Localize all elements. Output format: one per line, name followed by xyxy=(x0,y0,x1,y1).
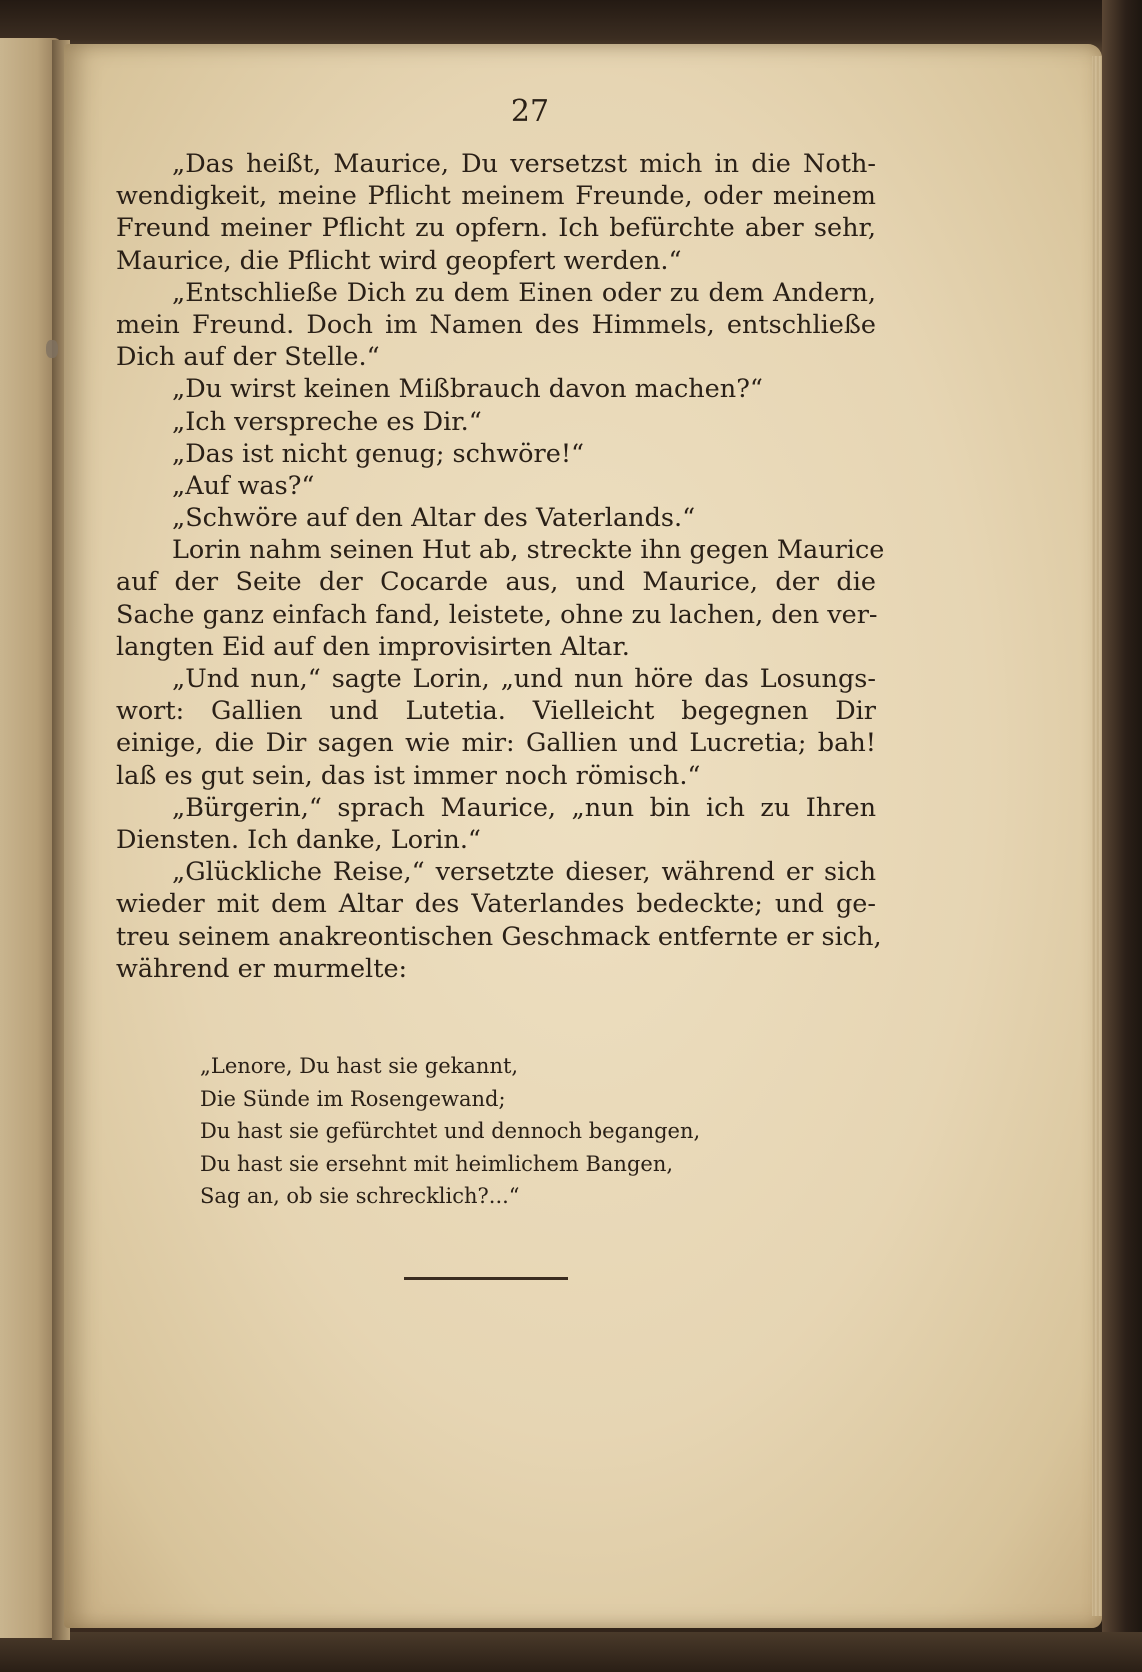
text-line: „Glückliche Reise,“ versetzte dieser, während er sich xyxy=(172,857,876,888)
verse-block xyxy=(200,1050,760,1213)
text-line: wieder mit dem Altar des Vaterlandes bedeckte; und ge- xyxy=(116,889,876,920)
text-line: Freund meiner Pflicht zu opfern. Ich befürchte aber sehr, xyxy=(116,213,876,244)
verse-line: Du hast sie ersehnt mit heimlichem Bangen, xyxy=(200,1151,674,1176)
paper-stain xyxy=(46,340,58,358)
verse-line: „Lenore, Du hast sie gekannt, xyxy=(200,1054,519,1078)
page-stack-edge xyxy=(1092,56,1102,1616)
page-number: 27 xyxy=(510,94,550,129)
text-line: auf der Seite der Cocarde aus, und Maurice, der die xyxy=(116,567,876,598)
text-line: wendigkeit, meine Pflicht meinem Freunde, oder meinem xyxy=(116,181,876,212)
text-line: wort: Gallien und Lutetia. Vielleicht begegnen Dir xyxy=(116,696,876,727)
verse-line: Du hast sie gefürchtet und dennoch begangen, xyxy=(200,1119,701,1143)
text-line: „Auf was?“ xyxy=(172,470,315,501)
verse-line: Sag an, ob sie schrecklich?...“ xyxy=(200,1184,520,1208)
text-line: „Das ist nicht genug; schwöre!“ xyxy=(172,438,585,469)
text-line: Diensten. Ich danke, Lorin.“ xyxy=(116,824,481,855)
text-line: „Und nun,“ sagte Lorin, „und nun höre das Losungs- xyxy=(172,664,876,694)
text-line: Lorin nahm seinen Hut ab, streckte ihn gegen Maurice xyxy=(172,535,885,566)
text-line: „Entschließe Dich zu dem Einen oder zu dem Andern, xyxy=(172,277,876,308)
text-line: „Ich verspreche es Dir.“ xyxy=(172,406,482,437)
section-rule xyxy=(404,1277,568,1280)
text-line: „Das heißt, Maurice, Du versetzst mich in die Noth- xyxy=(172,149,876,179)
text-line: treu seinem anakreontischen Geschmack entfernte er sich, xyxy=(116,921,882,952)
text-line: mein Freund. Doch im Namen des Himmels, entschließe xyxy=(116,309,876,340)
book-cover-bottom xyxy=(0,1632,1142,1672)
text-line: langten Eid auf den improvisirten Altar. xyxy=(116,631,630,662)
text-line: einige, die Dir sagen wie mir: Gallien und Lucretia; bah! xyxy=(116,728,876,759)
body-text xyxy=(116,148,885,985)
verse-line: Die Sünde im Rosengewand; xyxy=(200,1086,506,1111)
book-cover-right xyxy=(1102,0,1142,1672)
text-line: „Schwöre auf den Altar des Vaterlands.“ xyxy=(172,503,696,534)
text-line: Dich auf der Stelle.“ xyxy=(116,342,380,373)
text-line: laß es gut sein, das ist immer noch römisch.“ xyxy=(116,760,701,791)
text-line: Sache ganz einfach fand, leistete, ohne zu lachen, den ver- xyxy=(116,599,878,630)
text-line: Maurice, die Pflicht wird geopfert werden.“ xyxy=(116,245,682,276)
text-line: während er murmelte: xyxy=(116,953,408,984)
text-line: „Du wirst keinen Mißbrauch davon machen?“ xyxy=(172,374,763,405)
text-line: „Bürgerin,“ sprach Maurice, „nun bin ich zu Ihren xyxy=(172,792,876,823)
